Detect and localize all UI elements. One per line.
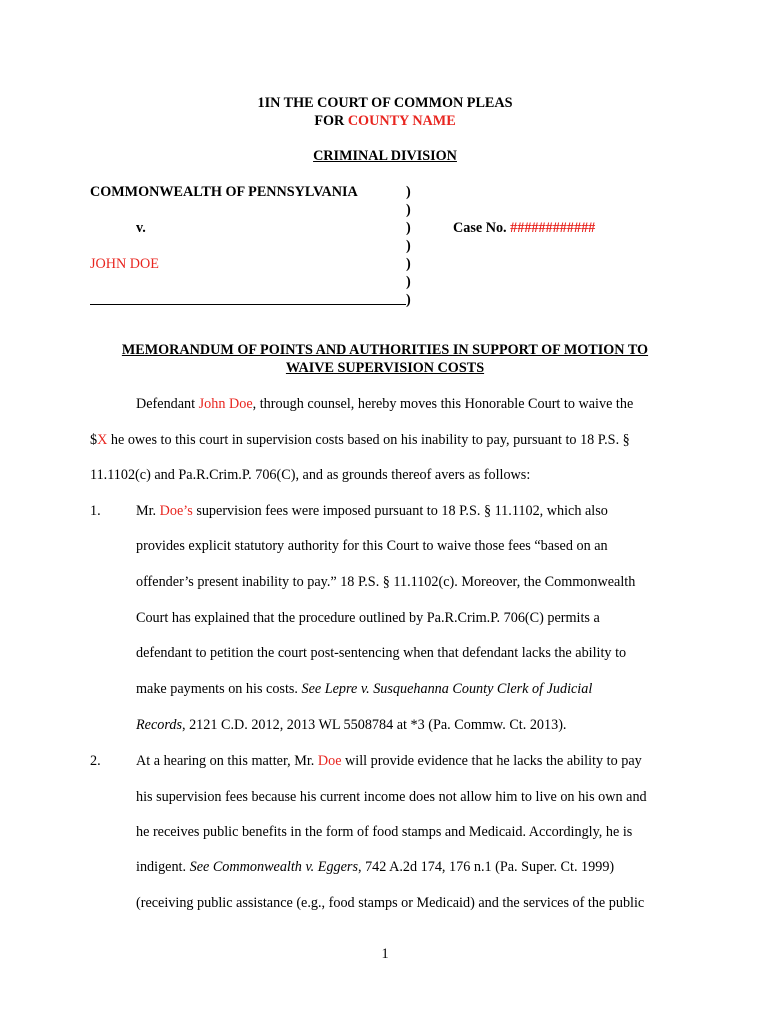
case-citation: See Lepre v. Susquehanna County Clerk of Judicial — [301, 681, 593, 697]
paragraph1-line: Mr. Doe’s supervision fees were imposed pursuant to 18 P.S. § 11.1102, which also — [136, 503, 608, 519]
paragraph1-line: provides explicit statutory authority for this Court to waive those fees “based on an — [136, 538, 608, 554]
caption-paren: ) — [406, 256, 411, 272]
paragraph2-line: (receiving public assistance (e.g., food stamps or Medicaid) and the services of the public — [136, 895, 645, 911]
paragraph2-line: At a hearing on this matter, Mr. Doe will provide evidence that he lacks the ability to pay — [136, 753, 642, 769]
paragraph2-line: he receives public benefits in the form of food stamps and Medicaid. Accordingly, he is — [136, 824, 633, 840]
amount-placeholder: X — [97, 432, 108, 448]
page-number: 1 — [381, 946, 389, 962]
paragraph-number: 1. — [90, 503, 101, 519]
county-name-placeholder: COUNTY NAME — [347, 113, 456, 129]
plaintiff-name: COMMONWEALTH OF PENNSYLVANIA — [90, 184, 358, 200]
caption-paren: ) — [406, 202, 411, 218]
paragraph-number: 2. — [90, 753, 101, 769]
caption-rule — [90, 304, 406, 305]
paragraph2-line: his supervision fees because his current income does not allow him to live on his own and — [136, 789, 647, 805]
defendant-name-inline: Doe’s — [159, 503, 193, 519]
caption-paren: ) — [406, 238, 411, 254]
intro-line: 11.1102(c) and Pa.R.Crim.P. 706(C), and as grounds thereof avers as follows: — [90, 467, 531, 483]
court-heading: 1IN THE COURT OF COMMON PLEAS — [257, 95, 513, 111]
paragraph1-line: Court has explained that the procedure outlined by Pa.R.Crim.P. 706(C) permits a — [136, 610, 600, 626]
intro-line: $X he owes to this court in supervision costs based on his inability to pay, pursuant to 18 P.S. § — [90, 432, 630, 448]
caption-paren: ) — [406, 184, 411, 200]
division-heading: CRIMINAL DIVISION — [313, 148, 457, 164]
paragraph1-line: make payments on his costs. See Lepre v. Susquehanna County Clerk of Judicial — [136, 681, 593, 697]
caption-paren: ) — [406, 292, 411, 308]
defendant-name-inline: Doe — [317, 753, 342, 769]
defendant-name: JOHN DOE — [90, 256, 159, 272]
case-citation: See Commonwealth v. Eggers — [189, 859, 358, 875]
versus-label: v. — [136, 220, 146, 236]
paragraph1-line: defendant to petition the court post-sentencing when that defendant lacks the ability to — [136, 645, 627, 661]
court-county-line: FOR COUNTY NAME — [314, 113, 456, 129]
case-number-label: Case No. — [453, 220, 511, 236]
defendant-name-inline: John Doe — [198, 396, 253, 412]
memorandum-title-line1: MEMORANDUM OF POINTS AND AUTHORITIES IN SUPPORT OF MOTION TO — [121, 342, 649, 358]
memorandum-title-line2: WAIVE SUPERVISION COSTS — [285, 360, 485, 376]
case-citation: Records — [136, 717, 182, 733]
caption-paren: ) — [406, 220, 411, 236]
intro-line: Defendant John Doe, through counsel, hereby moves this Honorable Court to waive the — [136, 396, 634, 412]
paragraph2-line: indigent. See Commonwealth v. Eggers, 742 A.2d 174, 176 n.1 (Pa. Super. Ct. 1999) — [136, 859, 615, 875]
paragraph1-line: Records, 2121 C.D. 2012, 2013 WL 5508784 at *3 (Pa. Commw. Ct. 2013). — [136, 717, 567, 733]
case-number-line — [453, 219, 595, 237]
case-number-placeholder: ############ — [510, 220, 596, 236]
paragraph1-line: offender’s present inability to pay.” 18 P.S. § 11.1102(c). Moreover, the Commonwealth — [136, 574, 636, 590]
caption-paren: ) — [406, 274, 411, 290]
